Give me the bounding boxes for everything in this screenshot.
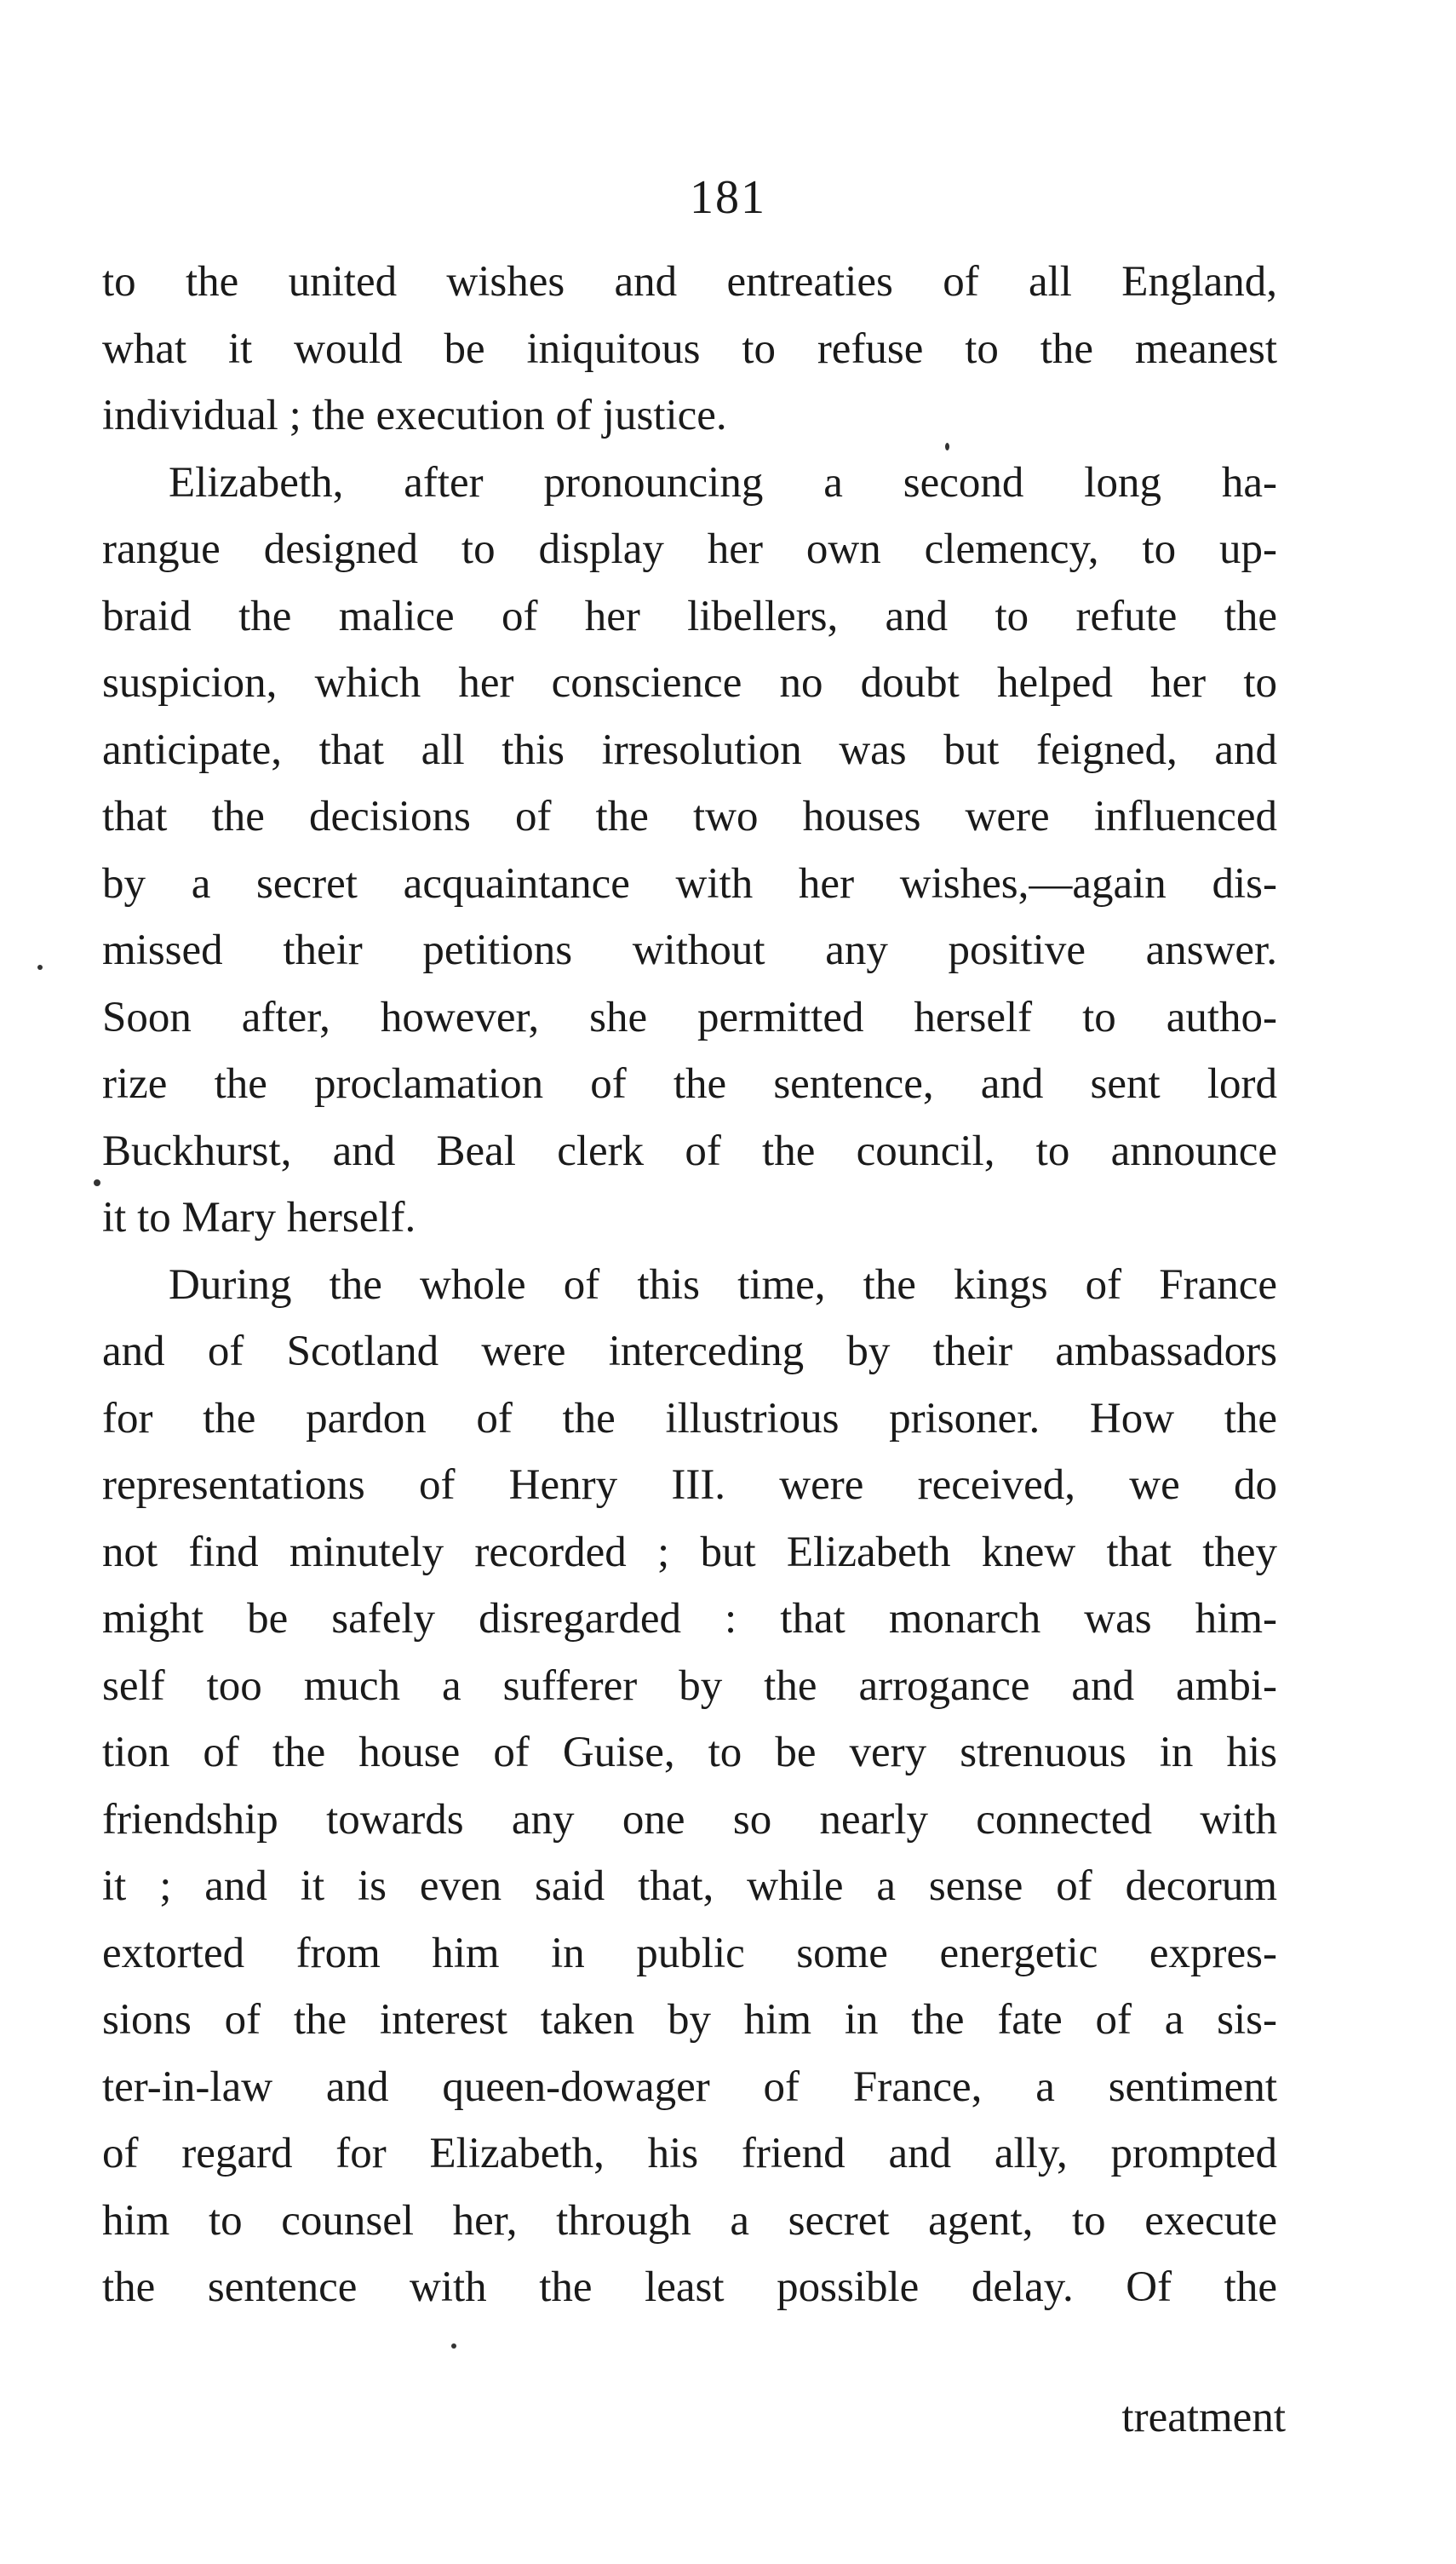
print-speck xyxy=(451,2343,456,2349)
text-line: rangue designed to display her own clemency, to up- xyxy=(102,525,1277,573)
text-line: it ; and it is even said that, while a sense of decorum xyxy=(102,1862,1277,1910)
text-line: individual ; the execution of justice. xyxy=(102,392,727,439)
text-line: the sentence with the least possible delay. Of the xyxy=(102,2263,1277,2311)
print-speck xyxy=(945,443,949,450)
text-line: braid the malice of her libellers, and to refute the xyxy=(102,592,1277,640)
text-line: During the whole of this time, the kings of France xyxy=(169,1260,1277,1309)
body-text xyxy=(102,249,1277,2321)
text-line: him to counsel her, through a secret agent, to execute xyxy=(102,2196,1277,2245)
text-line: might be safely disregarded : that monarch was him- xyxy=(102,1595,1277,1643)
text-line: representations of Henry III. were received, we do xyxy=(102,1461,1277,1509)
text-line: not find minutely recorded ; but Elizabeth knew that they xyxy=(102,1528,1277,1576)
text-line: tion of the house of Guise, to be very strenuous in his xyxy=(102,1729,1277,1776)
text-line: what it would be iniquitous to refuse to the meanest xyxy=(102,324,1277,373)
text-line: anticipate, that all this irresolution was but feigned, and xyxy=(102,726,1277,774)
text-line: it to Mary herself. xyxy=(102,1194,416,1242)
text-line: Soon after, however, she permitted herself to autho- xyxy=(102,993,1277,1041)
text-line: extorted from him in public some energetic expres- xyxy=(102,1929,1277,1977)
print-speck xyxy=(37,965,43,970)
text-line: sions of the interest taken by him in the fate of a sis- xyxy=(102,1996,1277,2044)
text-line: friendship towards any one so nearly connected with xyxy=(102,1795,1277,1844)
text-line: Buckhurst, and Beal clerk of the council, to announce xyxy=(102,1127,1277,1175)
text-line: to the united wishes and entreaties of all England, xyxy=(102,258,1277,306)
text-line: and of Scotland were interceding by their ambassadors xyxy=(102,1328,1277,1375)
text-line: of regard for Elizabeth, his friend and ally, prompted xyxy=(102,2130,1277,2177)
text-line: ter-in-law and queen-dowager of France, a sentiment xyxy=(102,2062,1277,2111)
text-line: that the decisions of the two houses were influenced xyxy=(102,793,1277,840)
text-line: Elizabeth, after pronouncing a second long ha- xyxy=(169,458,1277,507)
print-speck xyxy=(94,1179,100,1186)
text-line: missed their petitions without any positive answer. xyxy=(102,926,1277,974)
text-line: suspicion, which her conscience no doubt helped her to xyxy=(102,659,1277,707)
text-line: for the pardon of the illustrious prisoner. How the xyxy=(102,1394,1277,1443)
catchword: treatment xyxy=(1121,2394,1286,2441)
text-line: self too much a sufferer by the arrogance and ambi- xyxy=(102,1661,1277,1710)
text-line: by a secret acquaintance with her wishes,—again dis- xyxy=(102,859,1277,908)
page-number: 181 xyxy=(690,171,766,224)
text-line: rize the proclamation of the sentence, and sent lord xyxy=(102,1060,1277,1108)
